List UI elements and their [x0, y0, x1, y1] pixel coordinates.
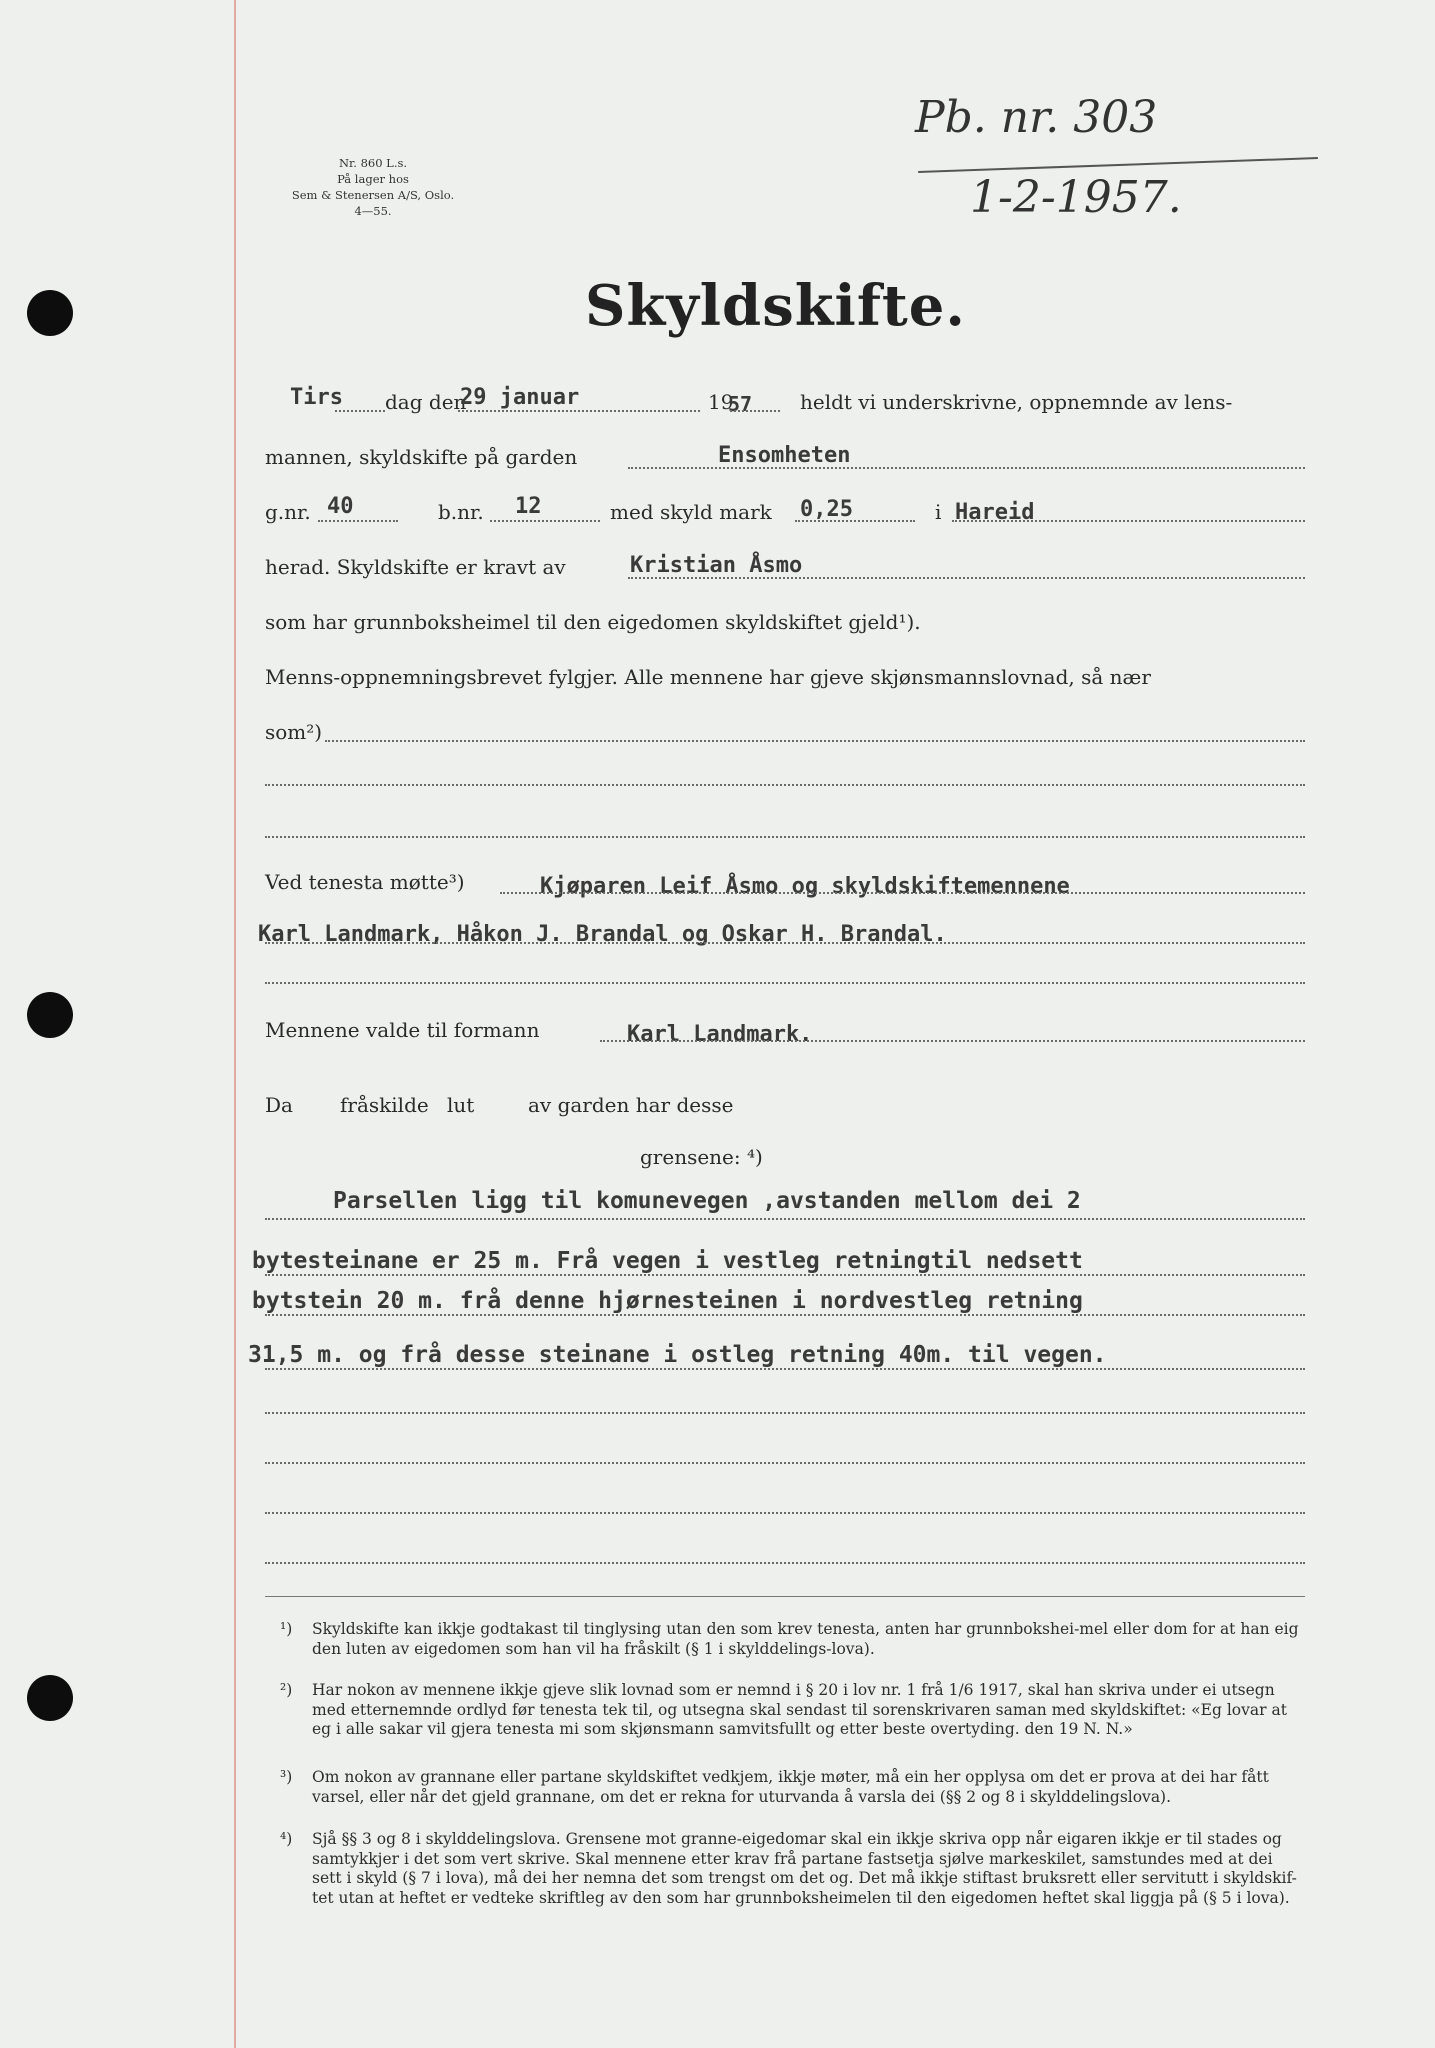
fill-line [265, 784, 1305, 786]
fill-line [500, 892, 1305, 894]
bnr-label: b.nr. [438, 500, 484, 524]
day-label: dag den [385, 390, 467, 414]
boundary-line-4: 31,5 m. og frå desse steinane i ostleg retning 40m. til vegen. [248, 1342, 1107, 1368]
fill-line [265, 982, 1305, 984]
footnote-3 [280, 1768, 1305, 1807]
fill-line [265, 836, 1305, 838]
fill-line [265, 1412, 1305, 1414]
fill-line [265, 1274, 1305, 1276]
gnr-value: 40 [327, 494, 354, 519]
formann-text: Mennene valde til formann [265, 1018, 540, 1042]
document-title: Skyldskifte. [585, 273, 966, 339]
boundary-line-1: Parsellen ligg til komunevegen ,avstanden mellom dei 2 [333, 1188, 1081, 1214]
ved-value-1: Kjøparen Leif Åsmo og skyldskiftemennene [540, 874, 1070, 899]
footnote-number: ⁴) [280, 1830, 293, 1848]
fill-line [265, 1462, 1305, 1464]
fraskilde-text: fråskilde [340, 1093, 429, 1117]
herad-value: Hareid [955, 500, 1035, 525]
footnote-2 [280, 1681, 1305, 1740]
grunnbok-text: som har grunnboksheimel til den eigedomen skyldskiftet gjeld¹). [265, 610, 921, 634]
footnote-number: ¹) [280, 1620, 293, 1638]
fill-line [628, 577, 1305, 579]
printer-line: På lager hos [337, 172, 409, 186]
date-value: 29 januar [460, 385, 580, 410]
fill-line [318, 520, 398, 522]
fill-line [325, 740, 1305, 742]
handwritten-underline [918, 157, 1318, 173]
footnote-text: Skyldskifte kan ikkje godtakast til tinglysing utan den som krev tenesta, anten har grunnbokshei-mel eller dom for at han eig den luten av eigedomen som han vil ha fråskilt (§ 1 i skylddelings-lova). [312, 1620, 1299, 1658]
da-text: Da [265, 1093, 293, 1117]
year-prefix: 19 [708, 390, 734, 414]
punch-hole-middle [27, 992, 73, 1038]
punch-hole-bottom [27, 1675, 73, 1721]
boundary-line-3: bytstein 20 m. frå denne hjørnesteinen i nordvestleg retning [252, 1288, 1083, 1314]
fill-line [335, 410, 385, 412]
bnr-value: 12 [515, 494, 542, 519]
ved-text: Ved tenesta møtte³) [265, 870, 465, 894]
footnote-1 [280, 1620, 1305, 1659]
grensene-text: grensene: ⁴) [640, 1145, 763, 1169]
printer-line: 4—55. [354, 204, 392, 218]
intro-text: heldt vi underskrivne, oppnemnde av lens- [800, 390, 1233, 414]
kravt-value: Kristian Åsmo [630, 553, 803, 578]
footnote-number: ²) [280, 1681, 293, 1699]
printer-line: Sem & Stenersen A/S, Oslo. [291, 188, 455, 202]
fill-line [265, 942, 1305, 944]
herad-text: herad. Skyldskifte er kravt av [265, 555, 566, 579]
handwritten-reference: Pb. nr. 303 [915, 92, 1158, 143]
fill-line [265, 1368, 1305, 1370]
punch-hole-top [27, 290, 73, 336]
printer-line: Nr. 860 L.s. [338, 156, 408, 170]
year-value: 57 [728, 392, 753, 416]
footnote-text: Om nokon av grannane eller partane skyldskiftet vedkjem, ikkje møter, må ein her opplysa om det er prova at dei har fått varsel, eller når det gjeld grannane, om det er rekna for uturvanda å varsla dei (§§ 2 og 8 i skylddelingslova). [312, 1768, 1269, 1806]
boundary-line-2: bytesteinane er 25 m. Frå vegen i vestleg retningtil nedsett [252, 1248, 1083, 1274]
som-text: som²) [265, 720, 323, 744]
margin-line [234, 0, 236, 2048]
fill-line [600, 1040, 1305, 1042]
skyld-label: med skyld mark [610, 500, 772, 524]
ved-value-2: Karl Landmark, Håkon J. Brandal og Oskar H. Brandal. [258, 922, 947, 947]
handwritten-date: 1-2-1957. [970, 172, 1182, 223]
garden-text: av garden har desse [528, 1093, 734, 1117]
fill-line [458, 410, 700, 412]
gnr-label: g.nr. [265, 500, 311, 524]
footnote-text: Har nokon av mennene ikkje gjeve slik lovnad som er nemnd i § 20 i lov nr. 1 frå 1/6 1917, skal han skriva under ei utsegn med etternemnde ordlyd før tenesta tek til, og utsegna skal sendast til sorenskrivaren saman med skyldskiftet: «Eg lovar at eg i alle sakar vil gjera tenesta mi som skjønsmann samvitsfullt og etter beste overtyding. den 19 N. N.» [312, 1681, 1287, 1738]
farm-value: Ensomheten [718, 443, 851, 468]
footnote-text: Sjå §§ 3 og 8 i skylddelingslova. Grensene mot granne-eigedomar skal ein ikkje skriva opp når eigaren ikkje er til stades og samtykkjer i det som vert skrive. Skal mennene etter krav frå partane fastsetja sjølve markeskilet, samstundes med at dei sett i skyld (§ 7 i lova), må dei her nemna det som trengst om det og. Det må ikkje stiftast bruksrett eller servitutt i skyldskif-tet utan at heftet er vedteke skriftleg av den som har grunnboksheimelen til den eigedomen heftet skal liggja på (§ 5 i lova). [312, 1830, 1297, 1907]
day-value: Tirs [290, 385, 343, 410]
footnote-number: ³) [280, 1768, 293, 1786]
fill-line [265, 1562, 1305, 1564]
printer-imprint [288, 155, 458, 219]
fill-line [265, 1314, 1305, 1316]
menns-text: Menns-oppnemningsbrevet fylgjer. Alle mennene har gjeve skjønsmannslovnad, så nær [265, 665, 1151, 689]
lut-value: lut [447, 1093, 475, 1117]
farm-label: mannen, skyldskifte på garden [265, 445, 578, 469]
footnote-separator [265, 1596, 1305, 1597]
fill-line [952, 520, 1305, 522]
fill-line [795, 520, 915, 522]
i-label: i [935, 500, 942, 524]
formann-value: Karl Landmark. [627, 1022, 813, 1047]
fill-line [265, 1512, 1305, 1514]
fill-line [730, 410, 780, 412]
skyld-value: 0,25 [800, 497, 853, 522]
footnote-4 [280, 1830, 1305, 1908]
fill-line [490, 520, 600, 522]
fill-line [265, 1218, 1305, 1220]
